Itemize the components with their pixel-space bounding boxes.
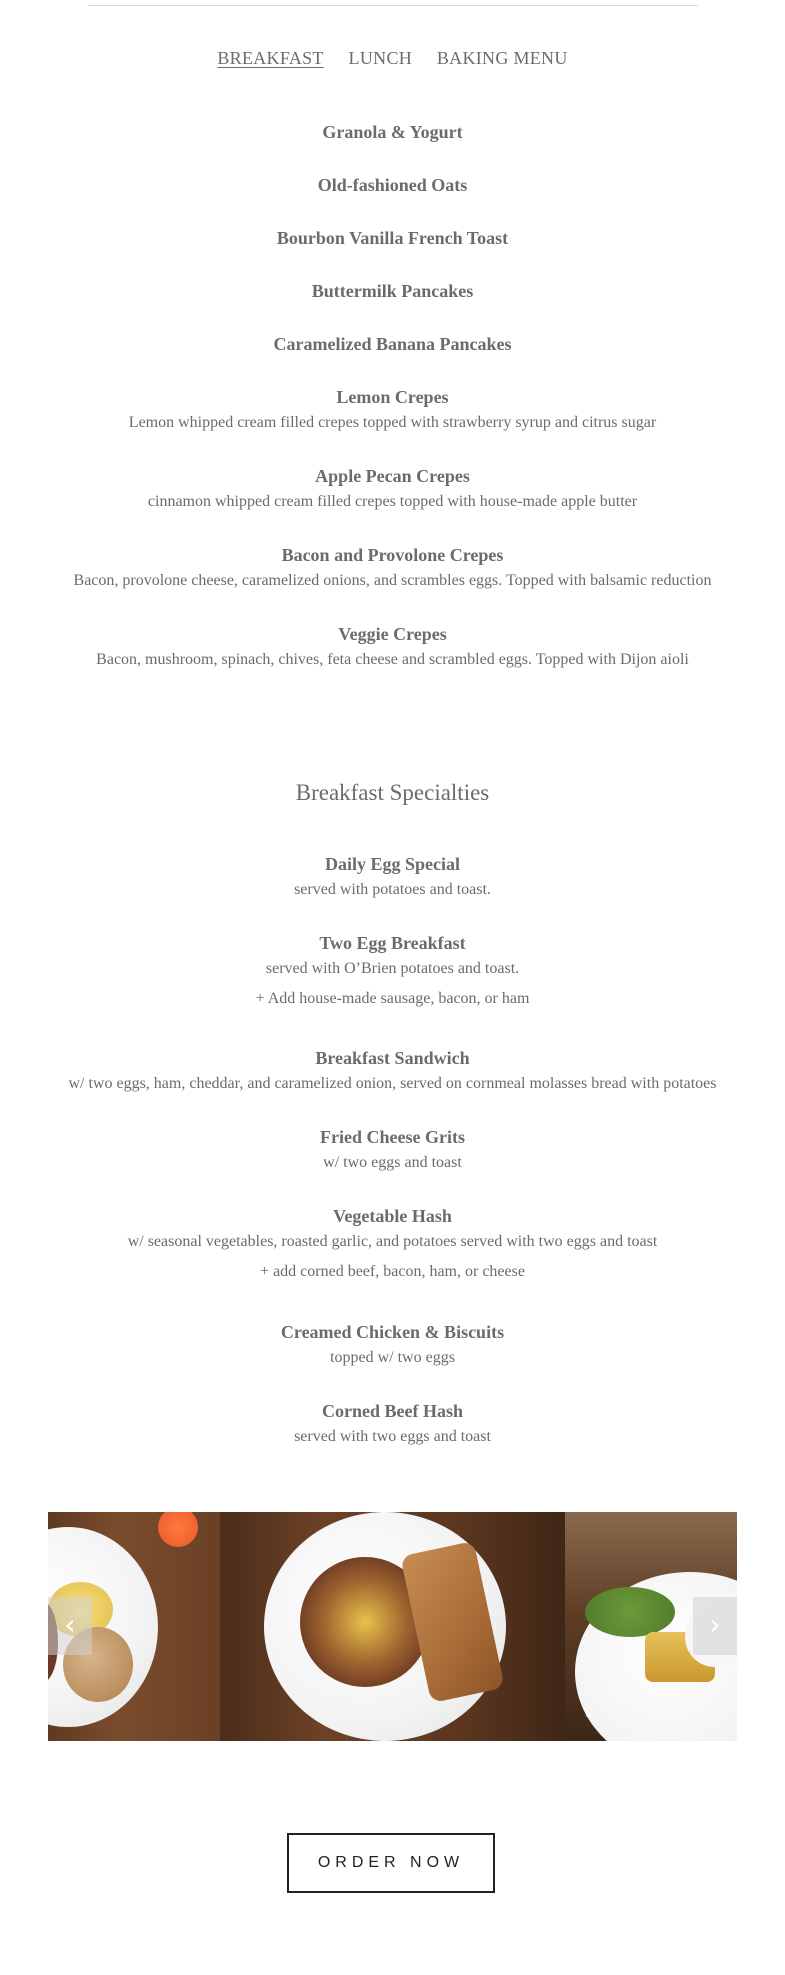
photo-carousel[interactable] — [48, 1512, 737, 1741]
item-name: Bacon and Provolone Crepes — [281, 545, 504, 565]
item-addon: + add corned beef, bacon, ham, or cheese — [260, 1263, 525, 1280]
menu-item — [0, 173, 785, 197]
item-description: w/ seasonal vegetables, roasted garlic, and potatoes served with two eggs and toast — [127, 1233, 658, 1250]
item-description: Bacon, mushroom, spinach, chives, feta cheese and scrambled eggs. Topped with Dijon aioli — [96, 651, 689, 668]
item-name: Old-fashioned Oats — [317, 175, 468, 195]
menu-tabs — [0, 48, 785, 69]
menu-item — [0, 120, 785, 144]
item-description: topped w/ two eggs — [330, 1349, 455, 1366]
top-divider — [88, 5, 698, 6]
menu-item — [0, 385, 785, 435]
order-now-button[interactable]: ORDER NOW — [287, 1833, 495, 1893]
item-addon: + Add house-made sausage, bacon, or ham — [255, 990, 530, 1007]
juice-glass-image — [158, 1512, 198, 1547]
item-name: Fried Cheese Grits — [320, 1127, 465, 1147]
menu-item — [0, 1399, 785, 1449]
chevron-left-icon: ‹ — [64, 1608, 76, 1641]
item-name: Corned Beef Hash — [322, 1401, 463, 1421]
tab-baking-menu[interactable]: BAKING MENU — [436, 48, 568, 68]
carousel-prev-button[interactable] — [48, 1597, 92, 1655]
item-description: cinnamon whipped cream filled crepes topped with house-made apple butter — [147, 493, 638, 510]
item-name: Granola & Yogurt — [322, 122, 463, 142]
item-description: w/ two eggs and toast — [323, 1154, 462, 1171]
item-description: Lemon whipped cream filled crepes topped with strawberry syrup and citrus sugar — [128, 414, 657, 431]
item-description: served with two eggs and toast — [294, 1428, 491, 1445]
item-name: Bourbon Vanilla French Toast — [276, 228, 509, 248]
item-description: served with potatoes and toast. — [294, 881, 491, 898]
menu-item — [0, 1125, 785, 1175]
item-name: Two Egg Breakfast — [319, 933, 466, 953]
menu-item — [0, 226, 785, 250]
chevron-right-icon: › — [709, 1608, 721, 1641]
carousel-slide — [220, 1512, 565, 1741]
item-name: Buttermilk Pancakes — [311, 281, 474, 301]
item-name: Caramelized Banana Pancakes — [273, 334, 512, 354]
menu-item — [0, 464, 785, 514]
menu-item — [0, 332, 785, 356]
item-name: Lemon Crepes — [336, 387, 449, 407]
item-description: served with O’Brien potatoes and toast. — [265, 960, 520, 977]
item-name: Veggie Crepes — [338, 624, 447, 644]
section-title: Breakfast Specialties — [295, 780, 490, 805]
greens-image — [585, 1587, 675, 1637]
menu-item — [0, 852, 785, 902]
tab-lunch[interactable]: LUNCH — [348, 48, 413, 68]
menu-item — [0, 543, 785, 593]
item-name: Creamed Chicken & Biscuits — [280, 1322, 505, 1342]
menu-item — [0, 279, 785, 303]
tab-breakfast[interactable]: BREAKFAST — [217, 48, 324, 68]
carousel-indicator-dot[interactable] — [586, 1713, 590, 1717]
menu-item — [0, 931, 785, 1011]
item-name: Daily Egg Special — [324, 854, 460, 874]
menu-item — [0, 622, 785, 672]
item-description: Bacon, provolone cheese, caramelized onions, and scrambles eggs. Topped with balsamic reduction — [73, 572, 712, 589]
item-name: Vegetable Hash — [333, 1206, 452, 1226]
item-name: Apple Pecan Crepes — [315, 466, 470, 486]
carousel-next-button[interactable] — [693, 1597, 737, 1655]
item-description: w/ two eggs, ham, cheddar, and caramelized onion, served on cornmeal molasses bread with potatoes — [68, 1075, 717, 1092]
item-name: Breakfast Sandwich — [315, 1048, 470, 1068]
menu-item — [0, 1320, 785, 1370]
menu-item — [0, 1204, 785, 1284]
menu-item — [0, 1046, 785, 1096]
